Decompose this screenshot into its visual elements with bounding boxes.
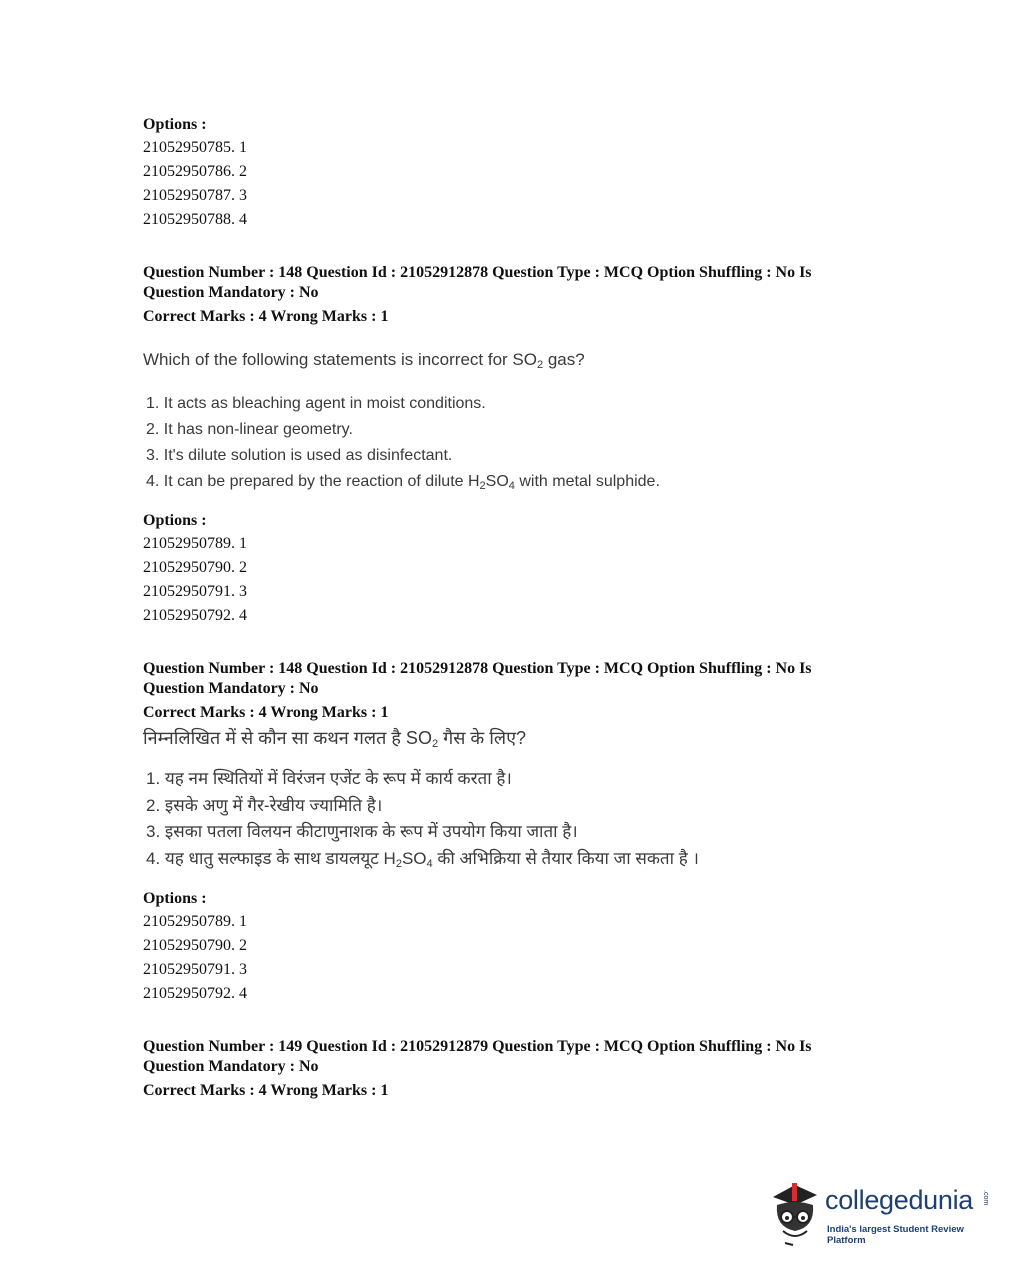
question-header-line1: Question Number : 148 Question Id : 21052912878 Question Type : MCQ Option Shuffling : No Is bbox=[143, 264, 812, 281]
options-label: Options : bbox=[143, 116, 207, 133]
question-marks: Correct Marks : 4 Wrong Marks : 1 bbox=[143, 1082, 389, 1099]
question-148-text-hi: निम्नलिखित में से कौन सा कथन गलत है $SO_2$ गैस के लिए? bbox=[143, 728, 527, 750]
option-item: 21052950788. 4 bbox=[143, 211, 247, 228]
option-item: 21052950790. 2 bbox=[143, 559, 247, 576]
question-149-header bbox=[143, 1037, 903, 1102]
question-header-line1: Question Number : 149 Question Id : 21052912879 Question Type : MCQ Option Shuffling : No Is bbox=[143, 1038, 812, 1055]
options-block-148-hi bbox=[143, 887, 903, 1006]
choice-item: 3. इसका पतला विलयन कीटाणुनाशक के रूप में उपयोग किया जाता है। bbox=[146, 822, 578, 841]
logo-tagline: India's largest Student Review Platform bbox=[827, 1224, 964, 1246]
question-header-line2: Question Mandatory : No bbox=[143, 1058, 319, 1075]
question-header-line1: Question Number : 148 Question Id : 21052912878 Question Type : MCQ Option Shuffling : No Is bbox=[143, 660, 812, 677]
choice-item: 4. यह धातु सल्फाइड के साथ डायलयूट $H_2SO_4$ की अभिक्रिया से तैयार किया जा सकता है । bbox=[146, 848, 699, 870]
question-148-text-en: Which of the following statements is incorrect for $SO_2$ gas? bbox=[143, 350, 585, 371]
option-item: 21052950792. 4 bbox=[143, 985, 247, 1002]
question-header-line2: Question Mandatory : No bbox=[143, 680, 319, 697]
options-label: Options : bbox=[143, 890, 207, 907]
option-item: 21052950786. 2 bbox=[143, 163, 247, 180]
question-header-line2: Question Mandatory : No bbox=[143, 284, 319, 301]
choice-item: 2. It has non-linear geometry. bbox=[146, 421, 353, 438]
question-148-header-hi bbox=[143, 659, 903, 724]
options-block-prev bbox=[143, 113, 903, 232]
option-item: 21052950791. 3 bbox=[143, 583, 247, 600]
options-block-148-en bbox=[143, 509, 903, 628]
choice-item: 3. It's dilute solution is used as disinfectant. bbox=[146, 447, 453, 464]
question-marks: Correct Marks : 4 Wrong Marks : 1 bbox=[143, 704, 389, 721]
choice-item: 1. यह नम स्थितियों में विरंजन एजेंट के रूप में कार्य करता है। bbox=[146, 769, 512, 788]
question-marks: Correct Marks : 4 Wrong Marks : 1 bbox=[143, 308, 389, 325]
choice-item: 1. It acts as bleaching agent in moist conditions. bbox=[146, 395, 486, 412]
choice-item: 4. It can be prepared by the reaction of dilute $H_2SO_4$ with metal sulphide. bbox=[146, 473, 660, 492]
logo-domain: .com bbox=[982, 1190, 989, 1206]
collegedunia-logo bbox=[765, 1175, 995, 1255]
option-item: 21052950787. 3 bbox=[143, 187, 247, 204]
option-item: 21052950792. 4 bbox=[143, 607, 247, 624]
option-item: 21052950789. 1 bbox=[143, 913, 247, 930]
choice-item: 2. इसके अणु में गैर-रेखीय ज्यामिति है। bbox=[146, 795, 383, 815]
option-item: 21052950791. 3 bbox=[143, 961, 247, 978]
question-148-choices-hi bbox=[146, 766, 906, 872]
option-item: 21052950789. 1 bbox=[143, 535, 247, 552]
options-label: Options : bbox=[143, 512, 207, 529]
option-item: 21052950785. 1 bbox=[143, 139, 247, 156]
question-148-header-en bbox=[143, 263, 903, 328]
logo-wordmark: collegedunia bbox=[825, 1185, 974, 1215]
option-item: 21052950790. 2 bbox=[143, 937, 247, 954]
mascot-icon bbox=[765, 1175, 825, 1255]
question-148-choices-en bbox=[146, 391, 906, 495]
